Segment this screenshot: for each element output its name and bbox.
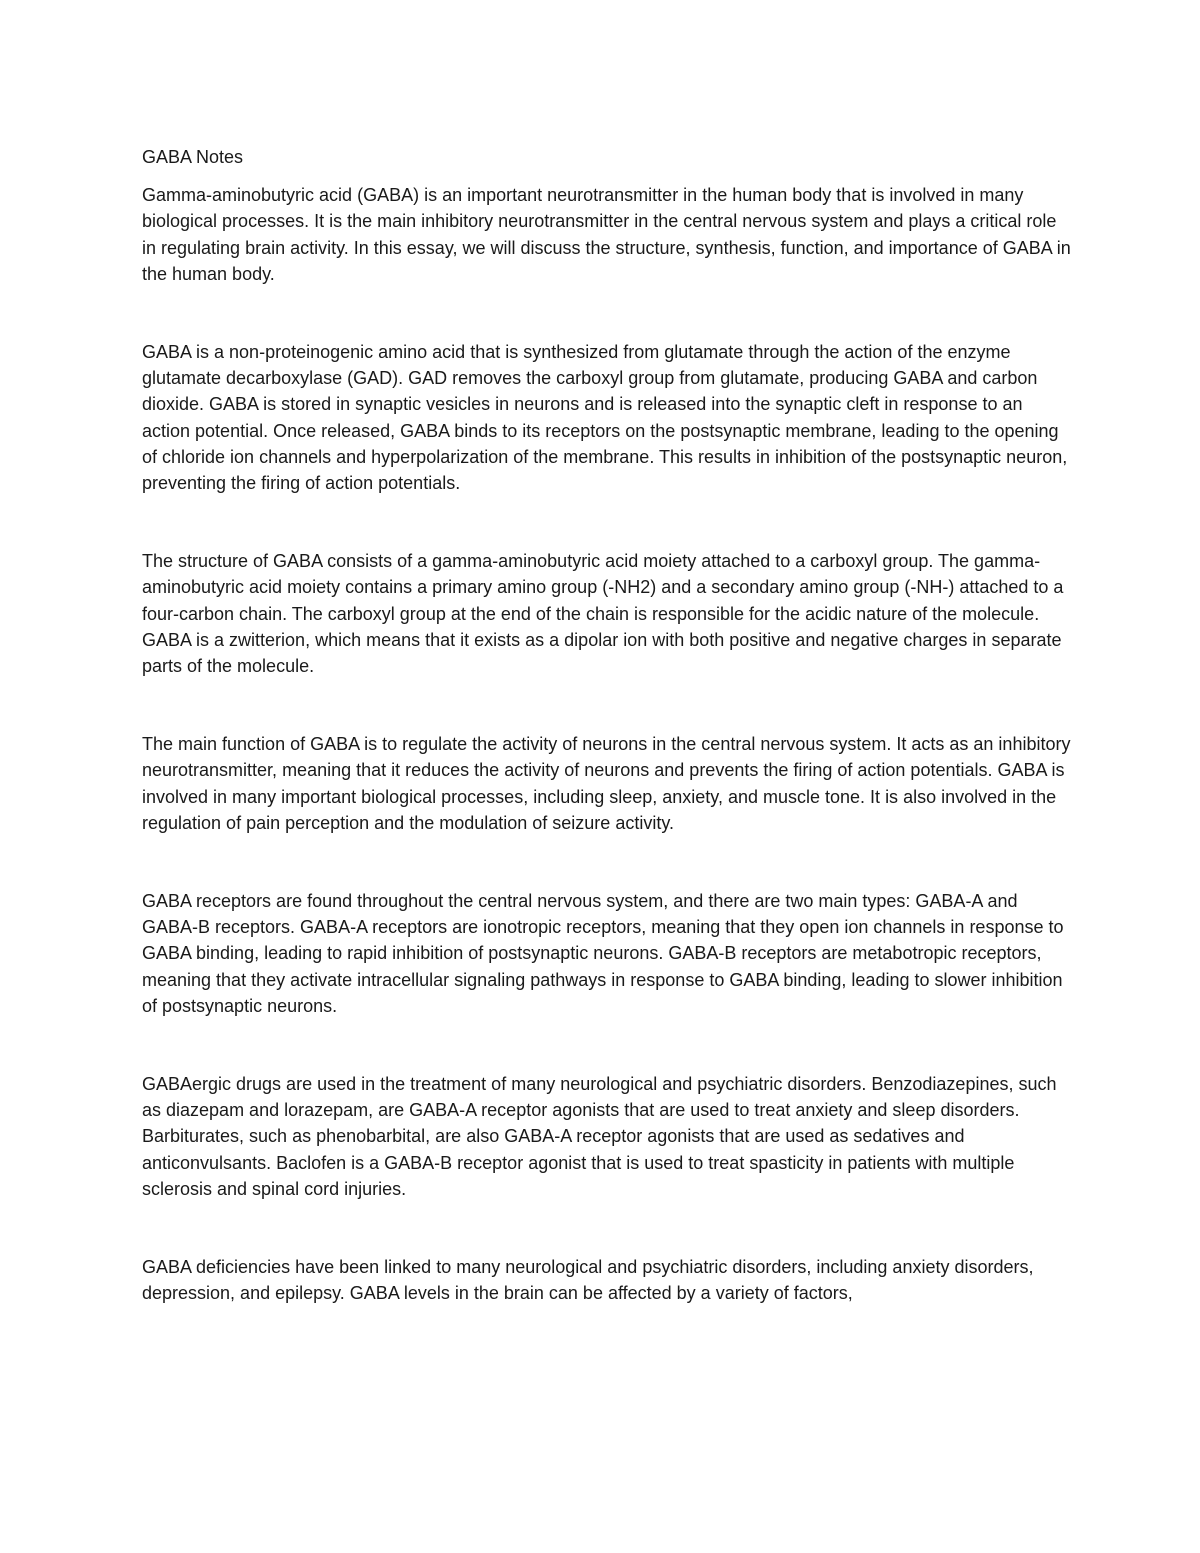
document-body [142,144,1072,1359]
paragraph-drugs: GABAergic drugs are used in the treatment of many neurological and psychiatric disorders. Benzodiazepines, such as diazepam and lorazepam, are GABA-A receptor agonists that are used to treat anxiety and sleep disorders. Barbiturates, such as phenobarbital, are also GABA-A receptor agonists that are used as sedatives and anticonvulsants. Baclofen is a GABA-B receptor agonist that is used to treat spasticity in patients with multiple sclerosis and spinal cord injuries. [142,1074,1057,1199]
paragraph-function: The main function of GABA is to regulate the activity of neurons in the central nervous system. It acts as an inhibitory neurotransmitter, meaning that it reduces the activity of neurons and prevents the firing of action potentials. GABA is involved in many important biological processes, including sleep, anxiety, and muscle tone. It is also involved in the regulation of pain perception and the modulation of seizure activity. [142,734,1071,833]
paragraph-introduction: Gamma-aminobutyric acid (GABA) is an important neurotransmitter in the human body that is involved in many biological processes. It is the main inhibitory neurotransmitter in the central nervous system and plays a critical role in regulating brain activity. In this essay, we will discuss the structure, synthesis, function, and importance of GABA in the human body. [142,185,1071,284]
paragraph-synthesis: GABA is a non-proteinogenic amino acid that is synthesized from glutamate through the action of the enzyme glutamate decarboxylase (GAD). GAD removes the carboxyl group from glutamate, producing GABA and carbon dioxide. GABA is stored in synaptic vesicles in neurons and is released into the synaptic cleft in response to an action potential. Once released, GABA binds to its receptors on the postsynaptic membrane, leading to the opening of chloride ion channels and hyperpolarization of the membrane. This results in inhibition of the postsynaptic neuron, preventing the firing of action potentials. [142,342,1068,494]
document-title: GABA Notes [142,147,244,167]
paragraph-deficiencies: GABA deficiencies have been linked to many neurological and psychiatric disorders, including anxiety disorders, depression, and epilepsy. GABA levels in the brain can be affected by a variety of factors, [142,1257,1034,1304]
paragraph-receptors: GABA receptors are found throughout the central nervous system, and there are two main types: GABA-A and GABA-B receptors. GABA-A receptors are ionotropic receptors, meaning that they open ion channels in response to GABA binding, leading to rapid inhibition of postsynaptic neurons. GABA-B receptors are metabotropic receptors, meaning that they activate intracellular signaling pathways in response to GABA binding, leading to slower inhibition of postsynaptic neurons. [142,891,1064,1016]
paragraph-structure: The structure of GABA consists of a gamma-aminobutyric acid moiety attached to a carboxyl group. The gamma-aminobutyric acid moiety contains a primary amino group (-NH2) and a secondary amino group (-NH-) attached to a four-carbon chain. The carboxyl group at the end of the chain is responsible for the acidic nature of the molecule. GABA is a zwitterion, which means that it exists as a dipolar ion with both positive and negative charges in separate parts of the molecule. [142,551,1064,677]
